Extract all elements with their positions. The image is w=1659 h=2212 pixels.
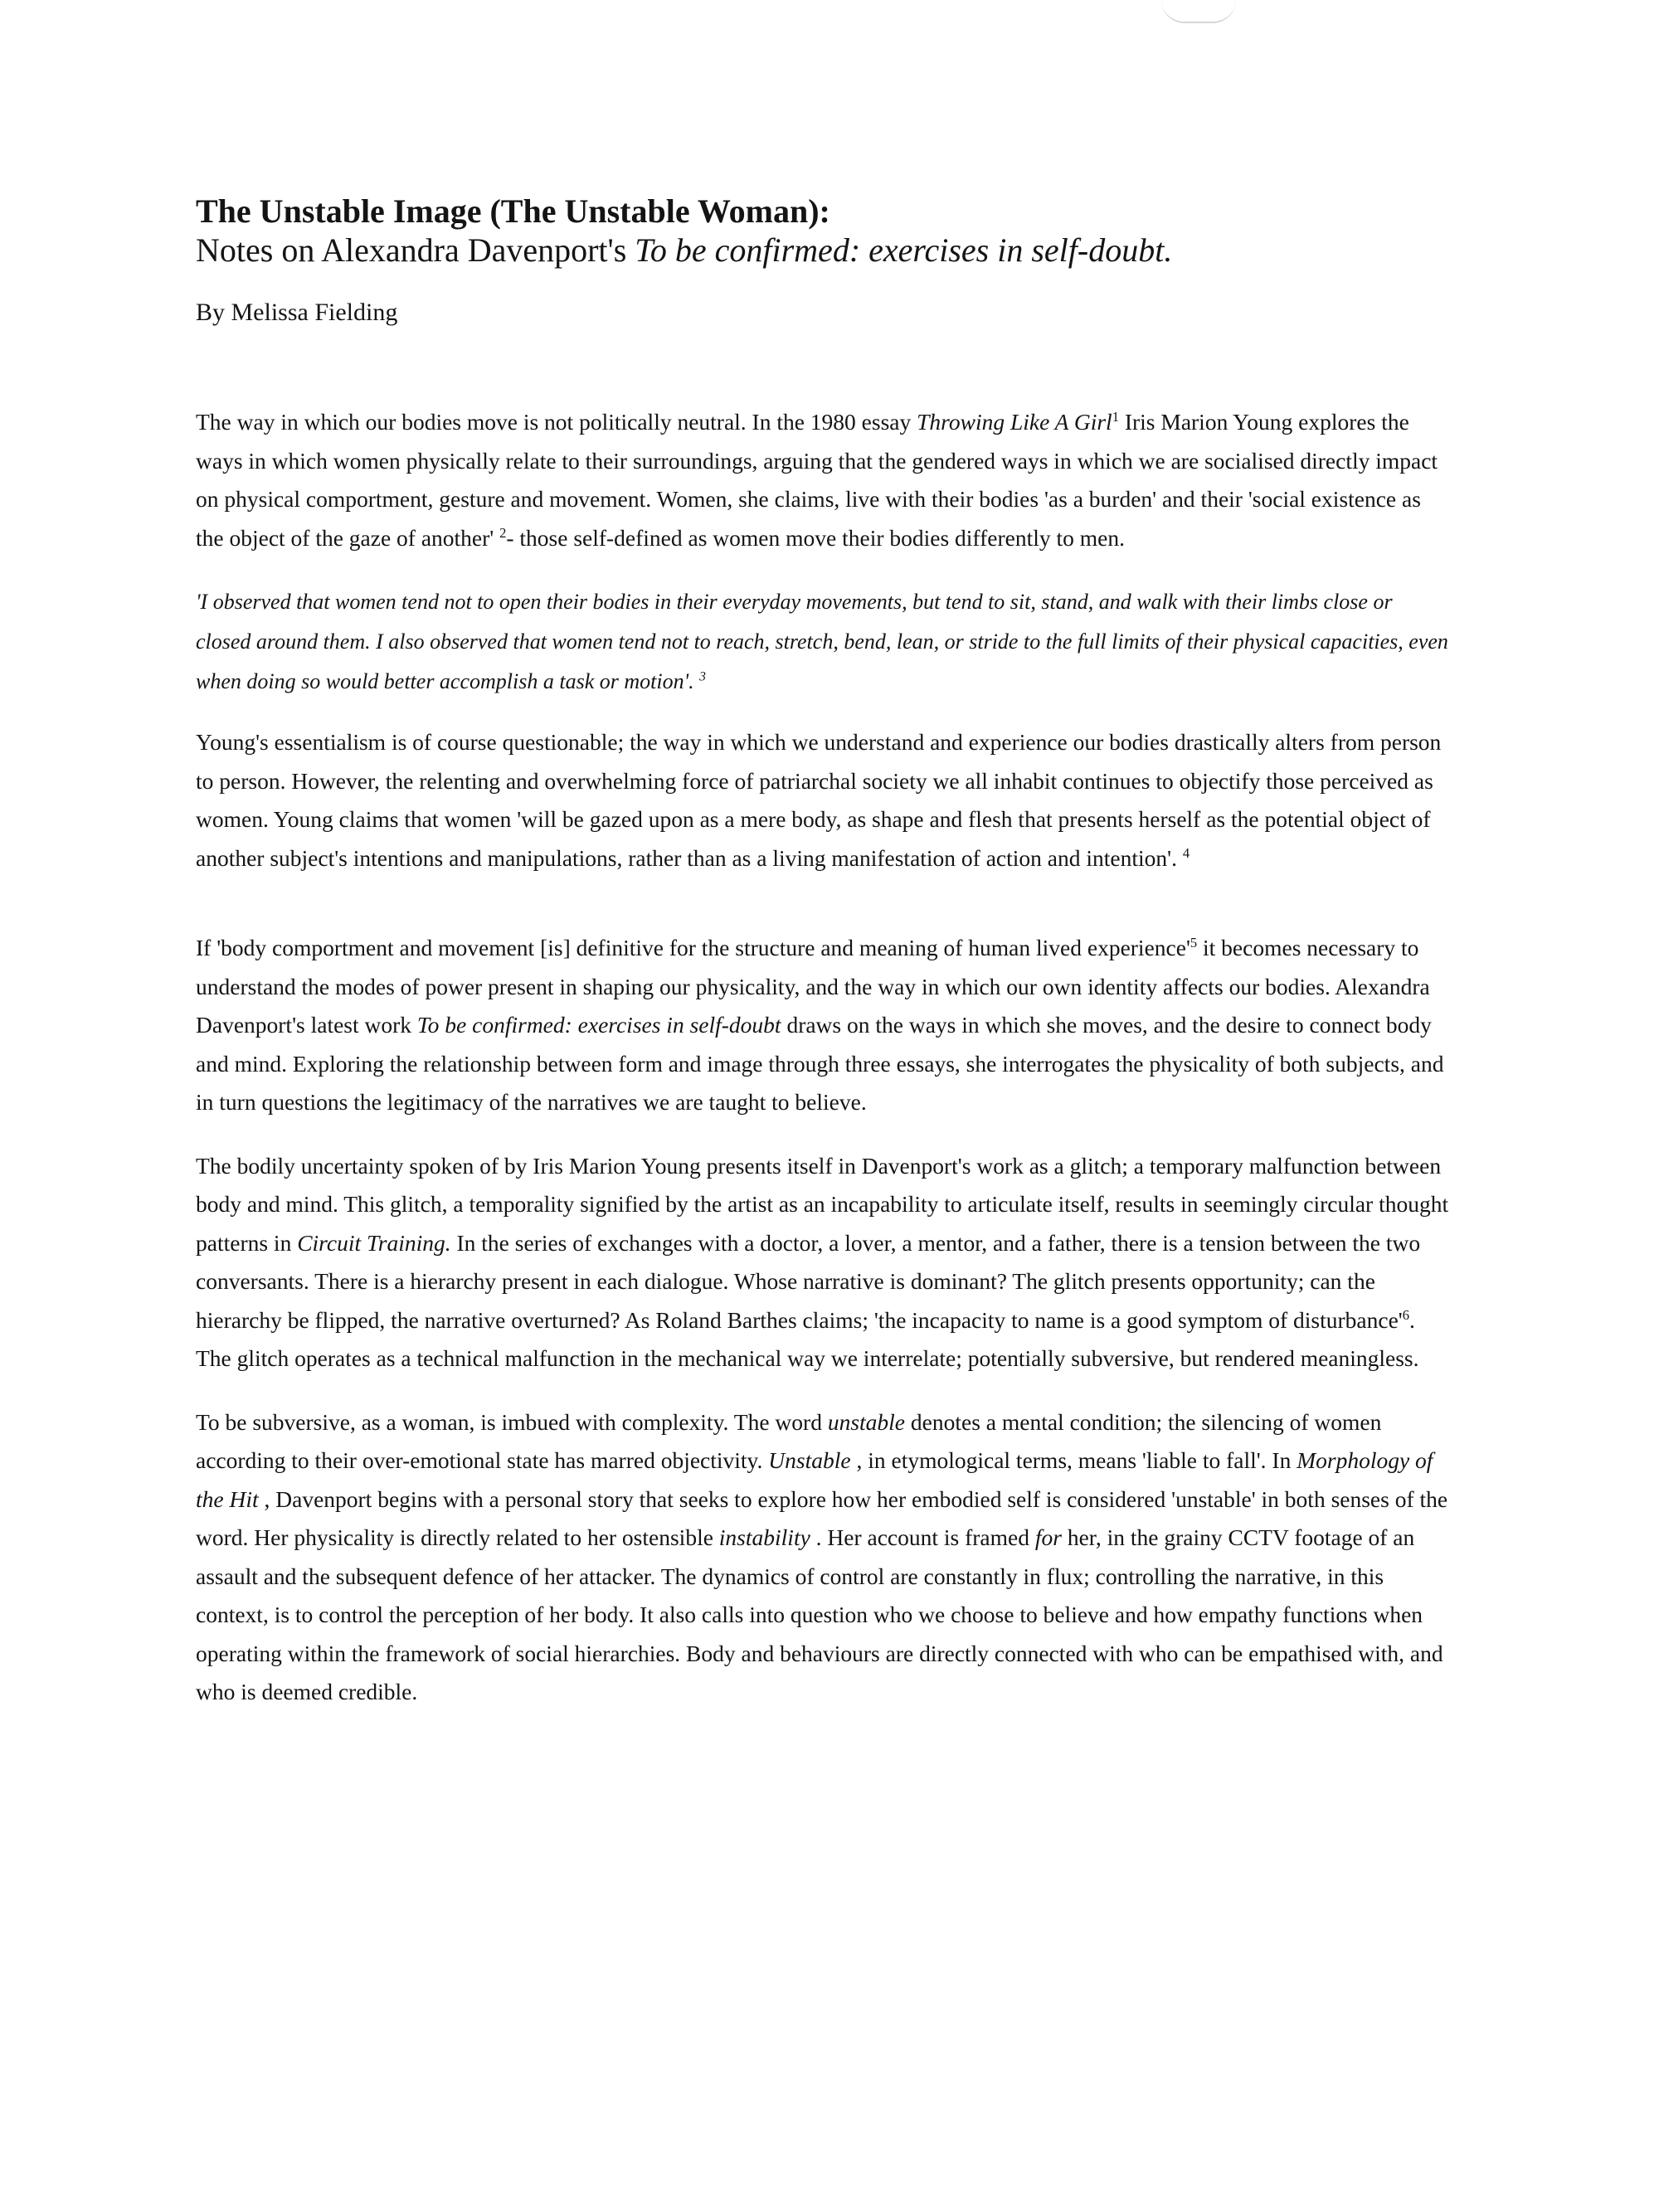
article-title: The Unstable Image (The Unstable Woman):	[196, 192, 830, 230]
text-run: denotes a mental condition; the silencing of women according to their over-emotional state has marred objectivity.	[196, 1408, 1382, 1473]
footnote-marker: 1	[1112, 408, 1119, 425]
article-body	[196, 403, 1450, 1712]
subtitle-work-title: To be confirmed: exercises in self-doubt.	[635, 231, 1173, 269]
text-run: . The glitch operates as a technical malfunction in the mechanical way we interrelate; potentially subversive, but rendered meaningless.	[196, 1306, 1419, 1371]
article-subtitle	[196, 231, 1450, 270]
italic-title: Morphology of the Hit	[196, 1447, 1433, 1512]
text-run: Iris Marion Young explores the ways in which women physically relate to their surroundings, arguing that the gendered ways in which we are socialised directly impact on physical comportment, gesture and movement. Women, she claims, live with their bodies 'as a burden' and their 'social existence as the object of the gaze of another'	[196, 409, 1438, 551]
italic-title: Throwing Like A Girl	[917, 409, 1112, 435]
text-run: In the series of exchanges with a doctor, a lover, a mentor, and a father, there is a tension between the two conversants. There is a hierarchy present in each dialogue. Whose narrative is dominant? The glitch presents opportunity; can the hierarchy be flipped, the narrative overturned? As Roland Barthes claims; 'the incapacity to name is a good symptom of disturbance'	[196, 1229, 1421, 1333]
text-run: The bodily uncertainty spoken of by Iris Marion Young presents itself in Davenport's work as a glitch; a temporary malfunction between body and mind. This glitch, a temporality signified by the artist as an incapability to articulate itself, results in seemingly circular thought patterns in	[196, 1152, 1449, 1256]
footnote-marker: 2	[499, 524, 507, 541]
italic-word: instability	[718, 1524, 810, 1550]
author-byline: By Melissa Fielding	[196, 299, 398, 326]
text-run: it becomes necessary to understand the modes of power present in shaping our physicality, and the way in which our own identity affects our bodies. Alexandra Davenport's latest work	[196, 935, 1430, 1038]
italic-word: unstable	[827, 1408, 906, 1435]
text-run: her, in the grainy CCTV footage of an assault and the subsequent defence of her attacker. The dynamics of control are constantly in flux; controlling the narrative, in this context, is to control the perception of her body. It also calls into question who we choose to believe and how empathy functions when operating within the framework of social hierarchies. Body and behaviours are directly connected with who can be empathised with, and who is deemed credible.	[196, 1524, 1443, 1704]
footnote-marker: 4	[1182, 844, 1190, 861]
block-quote	[196, 582, 1450, 702]
text-run: draws on the ways in which she moves, and the desire to connect body and mind. Exploring the relationship between form and image through three essays, she interrogates the physicality of both subjects, and in turn questions the legitimacy of the narratives we are taught to believe.	[196, 1012, 1444, 1115]
text-run: If 'body comportment and movement [is] definitive for the structure and meaning of human lived experience'	[196, 935, 1190, 960]
text-run: , in etymological terms, means 'liable to fall'. In	[850, 1447, 1297, 1473]
italic-title: To be confirmed: exercises in self-doubt	[416, 1012, 781, 1038]
subtitle-prefix: Notes on Alexandra Davenport's	[196, 231, 635, 269]
text-run: , Davenport begins with a personal story that seeks to explore how her embodied self is considered 'unstable' in both senses of the word. Her physicality is directly related to her ostensible	[196, 1485, 1448, 1550]
italic-word: for	[1034, 1524, 1062, 1550]
text-run: Young's essentialism is of course questionable; the way in which we understand and experience our bodies drastically alters from person to person. However, the relenting and overwhelming force of patriarchal society we all inhabit continues to objectify those perceived as women. Young claims that women 'will be gazed upon as a mere body, as shape and flesh that presents herself as the potential object of another subject's intentions and manipulations, rather than as a living manifestation of action and intention'.	[196, 729, 1442, 871]
paragraph-1	[196, 403, 1450, 557]
italic-title: Circuit Training.	[297, 1229, 451, 1256]
paragraph-3	[196, 929, 1450, 1122]
text-run: The way in which our bodies move is not politically neutral. In the 1980 essay	[196, 409, 917, 435]
paragraph-4	[196, 1147, 1450, 1378]
paragraph-5	[196, 1403, 1450, 1712]
paragraph-2	[196, 723, 1450, 878]
footnote-marker: 6	[1402, 1306, 1409, 1323]
footnote-marker: 5	[1190, 934, 1198, 950]
article	[196, 192, 1450, 1737]
text-run: . Her account is framed	[810, 1524, 1035, 1550]
text-run: To be subversive, as a woman, is imbued with complexity. The word	[196, 1408, 828, 1435]
scan-artifact-mark	[1161, 0, 1236, 23]
italic-word: Unstable	[768, 1447, 851, 1473]
text-run: - those self-defined as women move their bodies differently to men.	[506, 524, 1125, 551]
quote-text: 'I observed that women tend not to open their bodies in their everyday movements, but tend to sit, stand, and walk with their limbs close or closed around them. I also observed that women tend not to reach, stretch, bend, lean, or stride to the full limits of their physical capacities, even when doing so would better accomplish a task or motion'.	[196, 590, 1448, 693]
footnote-marker: 3	[699, 669, 706, 684]
